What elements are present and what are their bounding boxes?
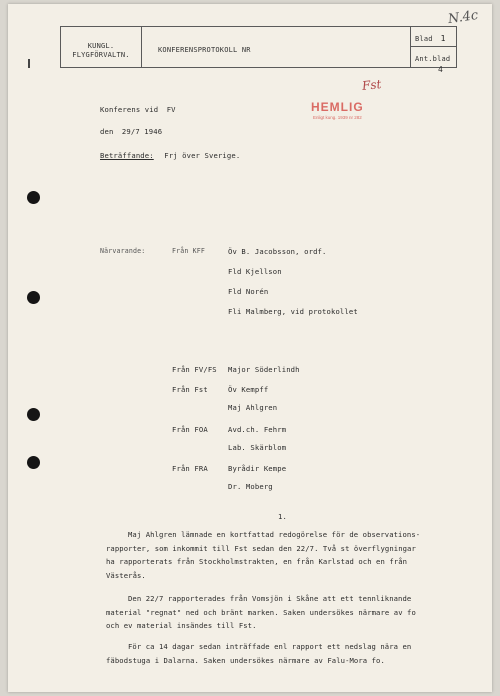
group-fst-label: Från Fst [172, 385, 208, 394]
attendee-name: Öv B. Jacobsson, ordf. [228, 247, 327, 256]
date-line [100, 127, 162, 136]
protocol-title: KONFERENSPROTOKOLL NR [158, 46, 251, 54]
punch-hole [27, 456, 40, 469]
date-label: den [100, 127, 114, 136]
paragraph-line: rapporter, som inkommit till Fst sedan den 22/7. Två st överflygningar [106, 543, 416, 553]
blad-value: 1 [440, 34, 446, 43]
attendee-name: Fli Malmberg, vid protokollet [228, 307, 358, 316]
betraffande-line [100, 151, 240, 160]
handwritten-stamp-note: Fst [361, 77, 382, 93]
antblad-row [411, 47, 456, 74]
attendee-name: Fld Kjellson [228, 267, 282, 276]
paragraph-2 [106, 592, 456, 633]
date-value: 29/7 1946 [121, 127, 163, 136]
paragraph-3 [106, 640, 456, 667]
paragraph-line: och ev material insändes till Fst. [106, 621, 257, 630]
attendee-name: Major Söderlindh [228, 365, 300, 374]
header-title-cell [141, 26, 411, 68]
handwritten-corner-note: N.4c [447, 7, 480, 28]
attendee-name: Öv Kempff [228, 385, 269, 394]
betraffande-value: Frj över Sverige. [164, 151, 241, 160]
stamp-subtitle: Enligt kung. 1939 nr 282 [312, 115, 362, 120]
punch-hole [27, 291, 40, 304]
paragraph-1 [106, 528, 456, 582]
paragraph-line: För ca 14 dagar sedan inträffade enl rapport ett nedslag nära en [128, 642, 412, 651]
paragraph-line: ha rapporterats från Stockholmstrakten, en från Karlstad och en från [106, 557, 408, 566]
margin-mark [28, 59, 30, 68]
narvarande-label: Närvarande: [100, 247, 146, 255]
konferens-label: Konferens vid [100, 105, 159, 114]
org-line-1: KUNGL. [87, 42, 115, 50]
antblad-value: 4 [437, 65, 444, 74]
stamp-title: HEMLIG [311, 100, 364, 114]
punch-hole [27, 408, 40, 421]
group-fvfs-label: Från FV/FS [172, 365, 217, 374]
group-kff-label: Från KFF [172, 247, 205, 255]
blad-label: Blad [415, 35, 433, 43]
blad-row [411, 27, 456, 47]
paragraph-line: fäbodstuga i Dalarna. Saken undersökes närmare av Falu-Mora fo. [106, 655, 385, 665]
document-page [8, 4, 492, 692]
header-sheet-cell [410, 26, 457, 74]
konferens-line [100, 105, 176, 114]
attendee-name: Avd.ch. Fehrm [228, 425, 287, 434]
punch-hole [27, 191, 40, 204]
org-line-2: FLYGFÖRVALTN. [72, 51, 130, 59]
header-org-cell [60, 26, 142, 68]
paragraph-line: Den 22/7 rapporterades från Vomsjön i Skåne att ett tennliknande [128, 594, 412, 603]
konferens-value: FV [166, 105, 176, 114]
betraffande-label: Beträffande: [100, 151, 154, 160]
secrecy-stamp [311, 100, 364, 120]
group-fra-label: Från FRA [172, 464, 208, 473]
attendee-name: Dr. Moberg [228, 482, 273, 491]
attendee-name: Lab. Skärblom [228, 443, 287, 452]
group-foa-label: Från FOA [172, 425, 208, 434]
antblad-label: Ant.blad [415, 55, 451, 63]
paragraph-line: Maj Ahlgren lämnade en kortfattad redogörelse för de observations- [128, 530, 421, 539]
attendee-name: Maj Ahlgren [228, 403, 278, 412]
paragraph-line: material "regnat" ned och bränt marken. Saken undersökes närmare av fo [106, 607, 416, 617]
attendee-name: Fld Norén [228, 287, 269, 296]
paragraph-line: Västerås. [106, 570, 146, 580]
attendee-name: Byrådir Kempe [228, 464, 287, 473]
section-number: 1. [278, 512, 287, 521]
